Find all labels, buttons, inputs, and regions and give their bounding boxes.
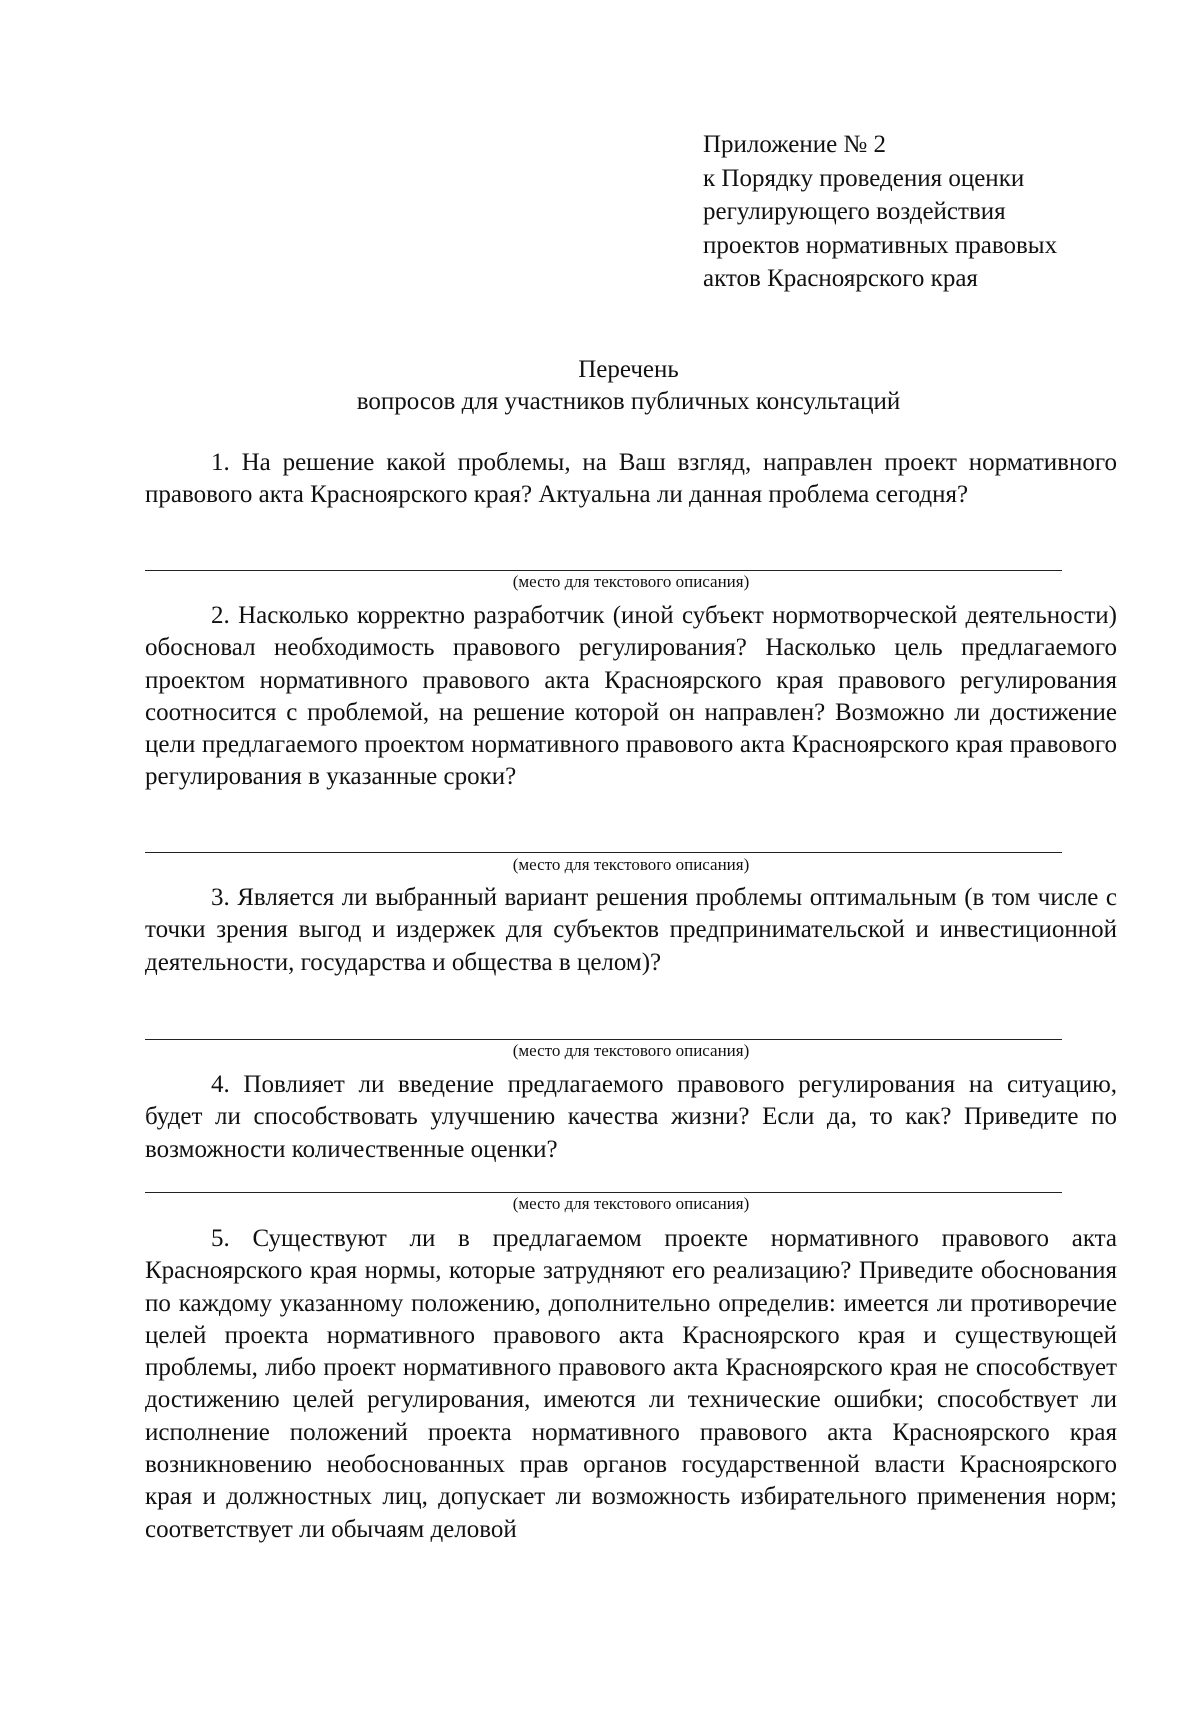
appendix-line: к Порядку проведения оценки — [703, 164, 1025, 192]
appendix-line: актов Красноярского края — [703, 265, 978, 292]
answer-caption-3: (место для текстового описания) — [512, 1041, 750, 1060]
answer-line-3 — [145, 1039, 1062, 1040]
document-subtitle: вопросов для участников публичных консультаций — [356, 388, 901, 415]
answer-line-4 — [145, 1192, 1062, 1193]
appendix-line: Приложение № 2 — [703, 131, 887, 158]
question-2: 2. Насколько корректно разработчик (иной субъект нормотворческой деятельности) обосновал необходимость правового регулирования? Насколько цель предлагаемого проектом нормативного правового акта Красноярского края правового регулирования соотносится с проблемой, на решение которой он направлен? Возможно ли достижение цели предлагаемого проектом нормативного правового акта Красноярского края правового регулирования в указанные сроки? — [145, 602, 1117, 791]
answer-caption-4: (место для текстового описания) — [512, 1194, 750, 1213]
question-5: 5. Существуют ли в предлагаемом проекте нормативного правового акта Красноярского края нормы, которые затрудняют его реализацию? Приведите обоснования по каждому указанному положению, дополнительно определив: имеется ли противоречие целей проекта нормативного правового акта Красноярского края и существующей проблемы, либо проект нормативного правового акта Красноярского края не способствует достижению целей регулирования, имеются ли технические ошибки; способствует ли исполнение положений проекта нормативного правового акта Красноярского края возникновению необоснованных прав органов государственной власти Красноярского края и должностных лиц, допускает ли возможность избирательного применения норм; соответствует ли обычаям деловой — [145, 1225, 1117, 1543]
answer-caption-1: (место для текстового описания) — [512, 572, 750, 591]
question-3: 3. Является ли выбранный вариант решения проблемы оптимальным (в том числе с точки зрения выгод и издержек для субъектов предпринимательской и инвестиционной деятельности, государства и общества в целом)? — [145, 884, 1117, 976]
appendix-line: регулирующего воздействия — [703, 198, 1006, 225]
answer-line-1 — [145, 570, 1062, 571]
question-4: 4. Повлияет ли введение предлагаемого правового регулирования на ситуацию, будет ли способствовать улучшению качества жизни? Если да, то как? Приведите по возможности количественные оценки? — [145, 1071, 1117, 1163]
answer-line-2 — [145, 852, 1062, 853]
answer-caption-2: (место для текстового описания) — [512, 855, 750, 874]
document-title: Перечень — [578, 356, 679, 383]
appendix-line: проектов нормативных правовых — [703, 231, 1058, 259]
appendix-block — [703, 128, 1173, 296]
question-1: 1. На решение какой проблемы, на Ваш взгляд, направлен проект нормативного правового акта Красноярского края? Актуальна ли данная проблема сегодня? — [145, 449, 1117, 509]
